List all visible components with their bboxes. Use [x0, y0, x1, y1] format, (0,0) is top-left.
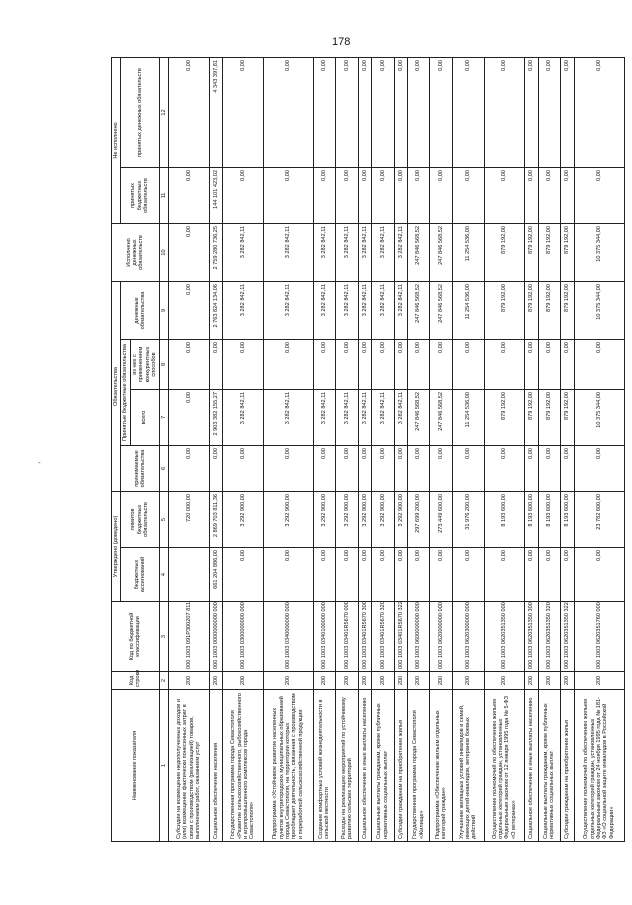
competitive-cell: 0,00: [430, 339, 453, 389]
budget-assign-cell: 0,00: [372, 548, 395, 602]
column-number: 8: [159, 339, 168, 389]
indicator-name-cell: Субсидии на возмещение недополученных доходов и (или) возмещение фактически понесенных затрат в связи с производством (реализацией) товаров, выполнением работ, оказанием услуг: [168, 690, 209, 842]
executed-cell: 3 282 842,11: [394, 223, 407, 281]
ne-monetary-cell: 0,00: [538, 57, 561, 167]
accepted-other-cell: 0,00: [168, 445, 209, 491]
accepted-total-cell: 879 192,00: [525, 389, 538, 445]
accepted-other-cell: 0,00: [358, 445, 371, 491]
competitive-cell: 0,00: [358, 339, 371, 389]
ne-budget-cell: 0,00: [452, 167, 484, 223]
competitive-cell: 0,00: [525, 339, 538, 389]
executed-cell: 10 375 344,00: [574, 223, 624, 281]
ne-monetary-cell: 0,00: [263, 57, 313, 167]
indicator-name-cell: Государственная программа города Севастополя «Развитие сельскохозяйственного, рыбохозяйственного и агропромышленного комплексов города Севастополя»: [223, 690, 264, 842]
table-row: [407, 57, 430, 841]
budget-assign-cell: 0,00: [313, 548, 336, 602]
column-number: 3: [159, 602, 168, 672]
limits-cell: 3 292 900,00: [358, 491, 371, 547]
header-ne-budget: принятых бюджетных обязательств: [121, 167, 159, 223]
column-number: 4: [159, 548, 168, 602]
accepted-other-cell: 0,00: [430, 445, 453, 491]
header-monetary: денежные обязательства: [121, 281, 159, 339]
column-number: 11: [159, 167, 168, 223]
header-executed: Исполнено денежных обязательств: [112, 223, 160, 281]
header-total: всего: [130, 389, 159, 445]
monetary-cell: 879 192,00: [538, 281, 561, 339]
row-code-cell: 200: [372, 672, 395, 690]
monetary-cell: 879 192,00: [484, 281, 525, 339]
table-row: [574, 57, 624, 841]
kbk-cell: 000 1003 0620351350 000: [484, 602, 525, 672]
executed-cell: 3 282 842,11: [313, 223, 336, 281]
header-name: Наименование показателя: [112, 690, 160, 842]
ne-budget-cell: 0,00: [574, 167, 624, 223]
accepted-other-cell: 0,00: [263, 445, 313, 491]
page-number: 178: [332, 36, 351, 48]
monetary-cell: 10 375 344,00: [574, 281, 624, 339]
header-row-code: Код строки: [112, 672, 160, 690]
kbk-cell: 000 1003 0340100000 000: [313, 602, 336, 672]
competitive-cell: 0,00: [263, 339, 313, 389]
limits-cell: 3 292 900,00: [313, 491, 336, 547]
column-number: 7: [159, 389, 168, 445]
accepted-other-cell: 0,00: [313, 445, 336, 491]
kbk-cell: 000 1003 0620351760 000: [574, 602, 624, 672]
monetary-cell: 879 192,00: [525, 281, 538, 339]
budget-execution-table: [111, 57, 625, 842]
ne-monetary-cell: 0,00: [313, 57, 336, 167]
competitive-cell: 0,00: [538, 339, 561, 389]
limits-cell: 2 869 703 811,36: [209, 491, 222, 547]
accepted-total-cell: 3 282 842,11: [358, 389, 371, 445]
header-ne-monetary: принятых денежных обязательств: [121, 57, 159, 167]
table-row: [336, 57, 359, 841]
competitive-cell: 0,00: [561, 339, 574, 389]
ne-monetary-cell: 0,00: [168, 57, 209, 167]
kbk-cell: 000 1003 0620300000 000: [452, 602, 484, 672]
ne-budget-cell: 0,00: [313, 167, 336, 223]
competitive-cell: 0,00: [313, 339, 336, 389]
budget-assign-cell: 0,00: [452, 548, 484, 602]
kbk-cell: 000 1003 0340000000 000: [263, 602, 313, 672]
ne-monetary-cell: 0,00: [430, 57, 453, 167]
ne-budget-cell: 0,00: [484, 167, 525, 223]
executed-cell: 11 254 536,00: [452, 223, 484, 281]
budget-assign-cell: 0,00: [561, 548, 574, 602]
accepted-total-cell: 3 282 842,11: [263, 389, 313, 445]
accepted-total-cell: 11 254 536,00: [452, 389, 484, 445]
column-number: 9: [159, 281, 168, 339]
executed-cell: 879 192,00: [484, 223, 525, 281]
accepted-other-cell: 0,00: [538, 445, 561, 491]
executed-cell: 0,00: [168, 223, 209, 281]
row-code-cell: 200: [452, 672, 484, 690]
competitive-cell: 0,00: [372, 339, 395, 389]
limits-cell: 720 000,00: [168, 491, 209, 547]
accepted-total-cell: 247 846 568,52: [430, 389, 453, 445]
limits-cell: 8 193 600,00: [561, 491, 574, 547]
limits-cell: 3 292 900,00: [223, 491, 264, 547]
ne-monetary-cell: 0,00: [452, 57, 484, 167]
column-number: 12: [159, 57, 168, 167]
ne-budget-cell: 0,00: [430, 167, 453, 223]
accepted-total-cell: 3 282 842,11: [313, 389, 336, 445]
accepted-other-cell: 0,00: [484, 445, 525, 491]
header-limits: лимитов бюджетных обязательств: [121, 491, 159, 547]
ne-budget-cell: 0,00: [407, 167, 430, 223]
ne-budget-cell: 0,00: [223, 167, 264, 223]
monetary-cell: 3 282 842,11: [372, 281, 395, 339]
accepted-total-cell: 10 375 344,00: [574, 389, 624, 445]
table-row: [263, 57, 313, 841]
ne-budget-cell: 144 101 423,02: [209, 167, 222, 223]
budget-assign-cell: 0,00: [358, 548, 371, 602]
row-code-cell: 200: [394, 672, 407, 690]
indicator-name-cell: Субсидии гражданам на приобретение жилья: [394, 690, 407, 842]
limits-cell: 3 292 900,00: [394, 491, 407, 547]
indicator-name-cell: Социальное обеспечение и иные выплаты населению: [525, 690, 538, 842]
accepted-other-cell: 0,00: [407, 445, 430, 491]
accepted-total-cell: 3 282 842,11: [336, 389, 359, 445]
monetary-cell: 3 282 842,11: [313, 281, 336, 339]
kbk-cell: 000 1003 0620351350 320: [538, 602, 561, 672]
table-row: [372, 57, 395, 841]
indicator-name-cell: Улучшение жилищных условий инвалидов и семей, имеющих детей-инвалидов, ветеранов боевых действий: [452, 690, 484, 842]
competitive-cell: 0,00: [223, 339, 264, 389]
budget-assign-cell: 0,00: [574, 548, 624, 602]
competitive-cell: 0,00: [336, 339, 359, 389]
accepted-total-cell: 3 282 842,11: [372, 389, 395, 445]
row-code-cell: 200: [484, 672, 525, 690]
table-body: [168, 57, 624, 841]
competitive-cell: 0,00: [209, 339, 222, 389]
indicator-name-cell: Осуществление полномочий по обеспечению жильем отдельных категорий граждан, установленных Федеральным законом от 12 января 1995 года № 5-ФЗ «О ветеранах»: [484, 690, 525, 842]
ne-monetary-cell: 4 343 397,81: [209, 57, 222, 167]
header-kbk: Код по бюджетной классификации: [112, 602, 160, 672]
budget-assign-cell: 0,00: [223, 548, 264, 602]
column-number: 5: [159, 491, 168, 547]
kbk-cell: 000 1003 0620351350 300: [525, 602, 538, 672]
monetary-cell: 247 846 568,52: [407, 281, 430, 339]
column-number-row: [159, 57, 168, 841]
monetary-cell: 3 282 842,11: [263, 281, 313, 339]
accepted-total-cell: 879 192,00: [538, 389, 561, 445]
monetary-cell: 879 192,00: [561, 281, 574, 339]
budget-assign-cell: 661 204 886,00: [209, 548, 222, 602]
monetary-cell: 0,00: [168, 281, 209, 339]
accepted-other-cell: 0,00: [209, 445, 222, 491]
accepted-other-cell: 0,00: [336, 445, 359, 491]
ne-monetary-cell: 0,00: [358, 57, 371, 167]
ne-monetary-cell: 0,00: [484, 57, 525, 167]
row-code-cell: 200: [313, 672, 336, 690]
accepted-total-cell: 247 846 568,52: [407, 389, 430, 445]
column-number: 2: [159, 672, 168, 690]
indicator-name-cell: Социальное обеспечение населения: [209, 690, 222, 842]
executed-cell: 3 282 842,11: [223, 223, 264, 281]
limits-cell: 31 976 200,00: [452, 491, 484, 547]
header-not-executed: Не исполнено: [112, 57, 121, 223]
kbk-cell: 000 1003 03401R5670 300: [358, 602, 371, 672]
table-row: [452, 57, 484, 841]
kbk-cell: 000 1003 0620000000 000: [430, 602, 453, 672]
kbk-cell: 000 1003 03401R5670 000: [336, 602, 359, 672]
executed-cell: 879 192,00: [561, 223, 574, 281]
row-code-cell: 200: [336, 672, 359, 690]
table-row: [394, 57, 407, 841]
row-code-cell: 200: [223, 672, 264, 690]
monetary-cell: 11 254 536,00: [452, 281, 484, 339]
kbk-cell: 000 1003 0000000000 000: [209, 602, 222, 672]
accepted-other-cell: 0,00: [452, 445, 484, 491]
column-number: 1: [159, 690, 168, 842]
indicator-name-cell: Создание комфортных условий жизнедеятельности в сельской местности: [313, 690, 336, 842]
accepted-total-cell: 2 903 382 155,27: [209, 389, 222, 445]
budget-assign-cell: 0,00: [407, 548, 430, 602]
ne-monetary-cell: 0,00: [336, 57, 359, 167]
executed-cell: 879 192,00: [525, 223, 538, 281]
limits-cell: 3 292 900,00: [263, 491, 313, 547]
table-row: [313, 57, 336, 841]
table-row: [168, 57, 209, 841]
ne-budget-cell: 0,00: [538, 167, 561, 223]
row-code-cell: 200: [525, 672, 538, 690]
monetary-cell: 3 282 842,11: [223, 281, 264, 339]
monetary-cell: 3 282 842,11: [358, 281, 371, 339]
kbk-cell: 000 1003 0600000000 000: [407, 602, 430, 672]
row-code-cell: 200: [168, 672, 209, 690]
row-code-cell: 200: [538, 672, 561, 690]
executed-cell: 3 282 842,11: [263, 223, 313, 281]
header-competitive: из них с применением конкурентных способов: [130, 339, 159, 389]
ne-monetary-cell: 0,00: [525, 57, 538, 167]
accepted-total-cell: 879 192,00: [484, 389, 525, 445]
table-row: [484, 57, 525, 841]
executed-cell: 247 846 568,52: [407, 223, 430, 281]
executed-cell: 2 759 280 736,25: [209, 223, 222, 281]
budget-assign-cell: 0,00: [525, 548, 538, 602]
accepted-other-cell: 0,00: [525, 445, 538, 491]
ne-budget-cell: 0,00: [561, 167, 574, 223]
ne-monetary-cell: 0,00: [372, 57, 395, 167]
row-code-cell: 200: [574, 672, 624, 690]
budget-assign-cell: 0,00: [394, 548, 407, 602]
monetary-cell: 3 282 842,11: [336, 281, 359, 339]
executed-cell: 3 282 842,11: [336, 223, 359, 281]
monetary-cell: 3 282 842,11: [394, 281, 407, 339]
budget-assign-cell: 0,00: [484, 548, 525, 602]
indicator-name-cell: Социальные выплаты гражданам, кроме публичных нормативных социальных выплат: [538, 690, 561, 842]
row-code-cell: 200: [358, 672, 371, 690]
kbk-cell: 000 1003 091P300207 811: [168, 602, 209, 672]
competitive-cell: 0,00: [484, 339, 525, 389]
accepted-total-cell: 3 282 842,11: [394, 389, 407, 445]
ne-budget-cell: 0,00: [358, 167, 371, 223]
indicator-name-cell: Субсидии гражданам на приобретение жилья: [561, 690, 574, 842]
table-row: [538, 57, 561, 841]
table-row: [525, 57, 538, 841]
table-row: [358, 57, 371, 841]
monetary-cell: 2 763 824 134,06: [209, 281, 222, 339]
competitive-cell: 0,00: [407, 339, 430, 389]
table-row: [209, 57, 222, 841]
budget-assign-cell: 0,00: [430, 548, 453, 602]
competitive-cell: 0,00: [168, 339, 209, 389]
accepted-other-cell: 0,00: [574, 445, 624, 491]
ne-budget-cell: 0,00: [372, 167, 395, 223]
row-code-cell: 200: [407, 672, 430, 690]
executed-cell: 247 846 568,52: [430, 223, 453, 281]
indicator-name-cell: Социальное обеспечение и иные выплаты населению: [358, 690, 371, 842]
accepted-other-cell: 0,00: [223, 445, 264, 491]
ne-budget-cell: 0,00: [168, 167, 209, 223]
indicator-name-cell: Государственная программа города Севастополя «Жилище»: [407, 690, 430, 842]
limits-cell: 297 699 200,00: [407, 491, 430, 547]
accepted-total-cell: 3 282 842,11: [223, 389, 264, 445]
budget-assign-cell: [168, 548, 209, 602]
ne-budget-cell: 0,00: [394, 167, 407, 223]
accepted-total-cell: 879 192,00: [561, 389, 574, 445]
accepted-other-cell: 0,00: [394, 445, 407, 491]
limits-cell: 3 292 900,00: [372, 491, 395, 547]
stray-mark: -: [38, 458, 41, 467]
table-header: [112, 57, 169, 841]
budget-assign-cell: 0,00: [263, 548, 313, 602]
rotated-table-container: [111, 58, 615, 842]
row-code-cell: 200: [263, 672, 313, 690]
competitive-cell: 0,00: [394, 339, 407, 389]
indicator-name-cell: Осуществление полномочий по обеспечению жильем отдельных категорий граждан, установленных Федеральным законом от 24 ноября 1995 года № 181-ФЗ «О социальной защите инвалидов в Российской Федерации»: [574, 690, 624, 842]
header-accepted-other: принимаемые обязательства: [121, 445, 159, 491]
ne-budget-cell: 0,00: [263, 167, 313, 223]
accepted-total-cell: 0,00: [168, 389, 209, 445]
ne-monetary-cell: 0,00: [394, 57, 407, 167]
kbk-cell: 000 1003 0620351350 322: [561, 602, 574, 672]
accepted-other-cell: 0,00: [372, 445, 395, 491]
header-accepted-budget: Принятые бюджетные обязательства: [121, 339, 130, 445]
ne-monetary-cell: 0,00: [561, 57, 574, 167]
row-code-cell: 200: [430, 672, 453, 690]
competitive-cell: 0,00: [574, 339, 624, 389]
header-obligations: Обязательства: [112, 281, 121, 491]
competitive-cell: 0,00: [452, 339, 484, 389]
row-code-cell: 200: [561, 672, 574, 690]
accepted-other-cell: 0,00: [561, 445, 574, 491]
limits-cell: 273 449 600,00: [430, 491, 453, 547]
header-budget-assign: бюджетных ассигнований: [121, 548, 159, 602]
indicator-name-cell: Расходы на реализацию мероприятий по устойчивому развитию сельских территорий: [336, 690, 359, 842]
limits-cell: 3 292 900,00: [336, 491, 359, 547]
ne-budget-cell: 0,00: [336, 167, 359, 223]
executed-cell: 3 282 842,11: [358, 223, 371, 281]
row-code-cell: 200: [209, 672, 222, 690]
limits-cell: 8 193 600,00: [538, 491, 561, 547]
column-number: 10: [159, 223, 168, 281]
limits-cell: 8 193 600,00: [525, 491, 538, 547]
kbk-cell: 000 1003 03401R5670 322: [394, 602, 407, 672]
table-row: [430, 57, 453, 841]
budget-assign-cell: 0,00: [538, 548, 561, 602]
monetary-cell: 247 846 568,52: [430, 281, 453, 339]
kbk-cell: 000 1003 0300000000 000: [223, 602, 264, 672]
limits-cell: 8 193 600,00: [484, 491, 525, 547]
table-row: [223, 57, 264, 841]
indicator-name-cell: Социальные выплаты гражданам, кроме публичных нормативных социальных выплат: [372, 690, 395, 842]
ne-monetary-cell: 0,00: [223, 57, 264, 167]
ne-budget-cell: 0,00: [525, 167, 538, 223]
indicator-name-cell: Подпрограмма «Устойчивое развитие населенных пунктов внутригородских муниципальных образований города Севастополя, на территории которых преобладает деятельность, связанная с производством и переработкой сельскохозяйственной продукции: [263, 690, 313, 842]
limits-cell: 23 782 600,00: [574, 491, 624, 547]
header-approved: Утверждено (доведено): [112, 491, 121, 601]
budget-assign-cell: 0,00: [336, 548, 359, 602]
ne-monetary-cell: 0,00: [407, 57, 430, 167]
kbk-cell: 000 1003 03401R5670 320: [372, 602, 395, 672]
indicator-name-cell: Подпрограмма «Обеспечение жильем отдельных категорий граждан»: [430, 690, 453, 842]
table-row: [561, 57, 574, 841]
ne-monetary-cell: 0,00: [574, 57, 624, 167]
column-number: 6: [159, 445, 168, 491]
executed-cell: 3 282 842,11: [372, 223, 395, 281]
executed-cell: 879 192,00: [538, 223, 561, 281]
